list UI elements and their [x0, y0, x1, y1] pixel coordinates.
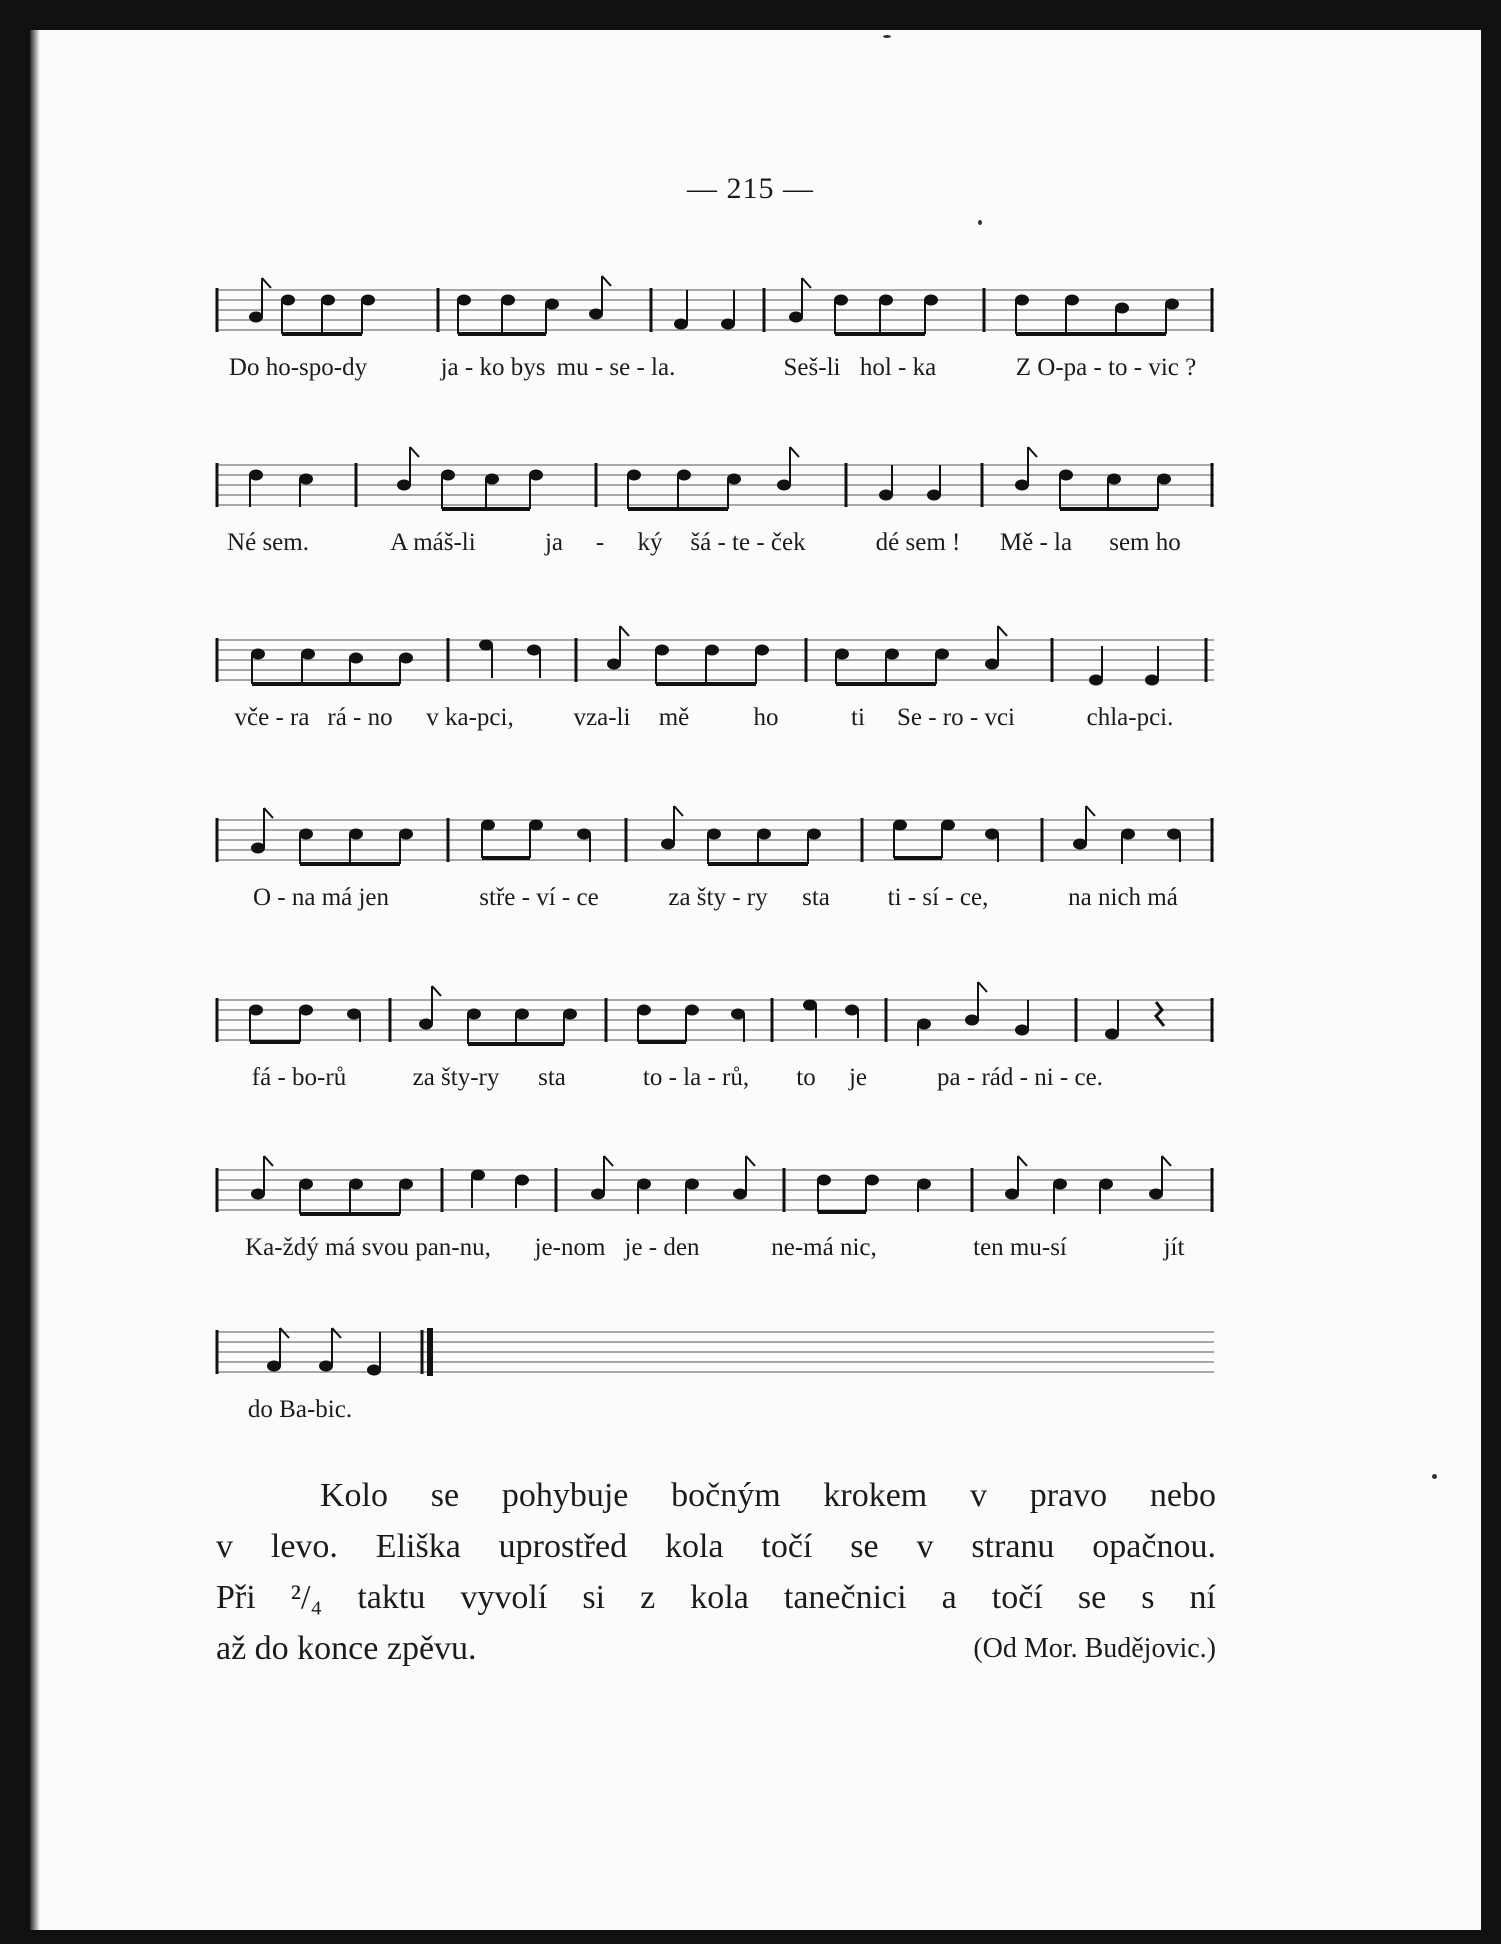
description-text [216, 1470, 1216, 1674]
lyric: je - den [624, 1234, 700, 1261]
page-number: — 215 — [687, 172, 814, 205]
music-system-5 [216, 980, 1214, 1091]
paragraph-line: v levo. Eliška uprostřed kola točí se v stranu opačnou. [216, 1528, 1216, 1565]
lyric: ja [544, 529, 564, 556]
lyric: vza-li [573, 704, 631, 731]
lyric: ja - ko bys [440, 354, 546, 381]
lyric: - [595, 529, 605, 556]
lyric: O - na má jen [252, 884, 390, 911]
lyric: ti - sí - ce, [887, 884, 989, 911]
print-speck [883, 35, 891, 38]
lyric: fá - bo-rů [251, 1064, 347, 1091]
lyric: je-nom [534, 1234, 606, 1261]
source-note: (Od Mor. Budějovic.) [973, 1633, 1216, 1664]
staff-system-1 [216, 270, 1214, 360]
lyric: ti [851, 704, 865, 731]
print-speck [978, 220, 982, 225]
lyric: ne-má nic, [771, 1234, 877, 1261]
time-signature-fraction: ²/₄ [290, 1579, 323, 1616]
lyric: A máš-li [390, 529, 476, 556]
lyric: sta [802, 884, 830, 911]
lyric: mě [658, 704, 690, 731]
lyric: ký [637, 529, 663, 556]
staff-system-2 [216, 445, 1214, 535]
lyric: chla-pci. [1086, 704, 1174, 731]
lyric: za šty - ry [668, 884, 768, 911]
lyric: Do ho-spo-dy [228, 354, 368, 381]
lyric: sta [538, 1064, 566, 1091]
music-system-7 [216, 1312, 1214, 1423]
print-speck [1432, 1474, 1437, 1479]
lyric: sem ho [1109, 529, 1181, 556]
paragraph-line: Kolo se pohybuje bočným krokem v pravo nebo [320, 1477, 1216, 1514]
lyric: rá - no [327, 704, 393, 731]
staff-system-3 [216, 620, 1214, 710]
lyric: dé sem ! [875, 529, 961, 556]
staff-system-7 [216, 1312, 1214, 1402]
text-fragment: Při [216, 1579, 256, 1616]
lyric: na nich má [1068, 884, 1178, 911]
music-system-1 [216, 270, 1214, 381]
lyric: ho [753, 704, 779, 731]
staff-system-5 [216, 980, 1214, 1070]
music-system-6 [216, 1150, 1214, 1261]
lyric: ten mu-sí [973, 1234, 1067, 1261]
staff-system-4 [216, 800, 1214, 890]
lyric: za šty-ry [412, 1064, 500, 1091]
lyric: Z O-pa - to - vic ? [1015, 354, 1197, 381]
lyric: mu - se - la. [556, 354, 676, 381]
lyric: šá - te - ček [690, 529, 806, 556]
lyric: pa - rád - ni - ce. [937, 1064, 1103, 1091]
lyric: je [848, 1064, 868, 1091]
lyric: Ka-ždý má svou pan-nu, [245, 1234, 491, 1261]
page-edge-shadow [30, 30, 40, 1930]
lyric: v ka-pci, [426, 704, 514, 731]
lyric: Mě - la [999, 529, 1073, 556]
lyric: Seš-li [783, 354, 841, 381]
lyric: Se - ro - vci [896, 704, 1016, 731]
lyric: to - la - rů, [642, 1064, 750, 1091]
music-system-3 [216, 620, 1214, 731]
lyric: jít [1163, 1234, 1185, 1261]
paragraph-line [216, 1572, 1216, 1623]
music-system-4 [216, 800, 1214, 911]
music-system-2 [216, 445, 1214, 556]
lyric: Né sem. [227, 529, 309, 556]
paragraph-last-line [216, 1623, 1216, 1674]
lyric: to [796, 1064, 816, 1091]
lyric: do Ba-bic. [247, 1396, 353, 1423]
text-fragment: taktu vyvolí si z kola tanečnici a točí se s ní [357, 1579, 1217, 1616]
lyric: stře - ví - ce [479, 884, 599, 911]
lyric: hol - ka [859, 354, 937, 381]
lyric: vče - ra [234, 704, 310, 731]
paragraph-line: až do konce zpěvu. [216, 1630, 477, 1667]
staff-system-6 [216, 1150, 1214, 1240]
